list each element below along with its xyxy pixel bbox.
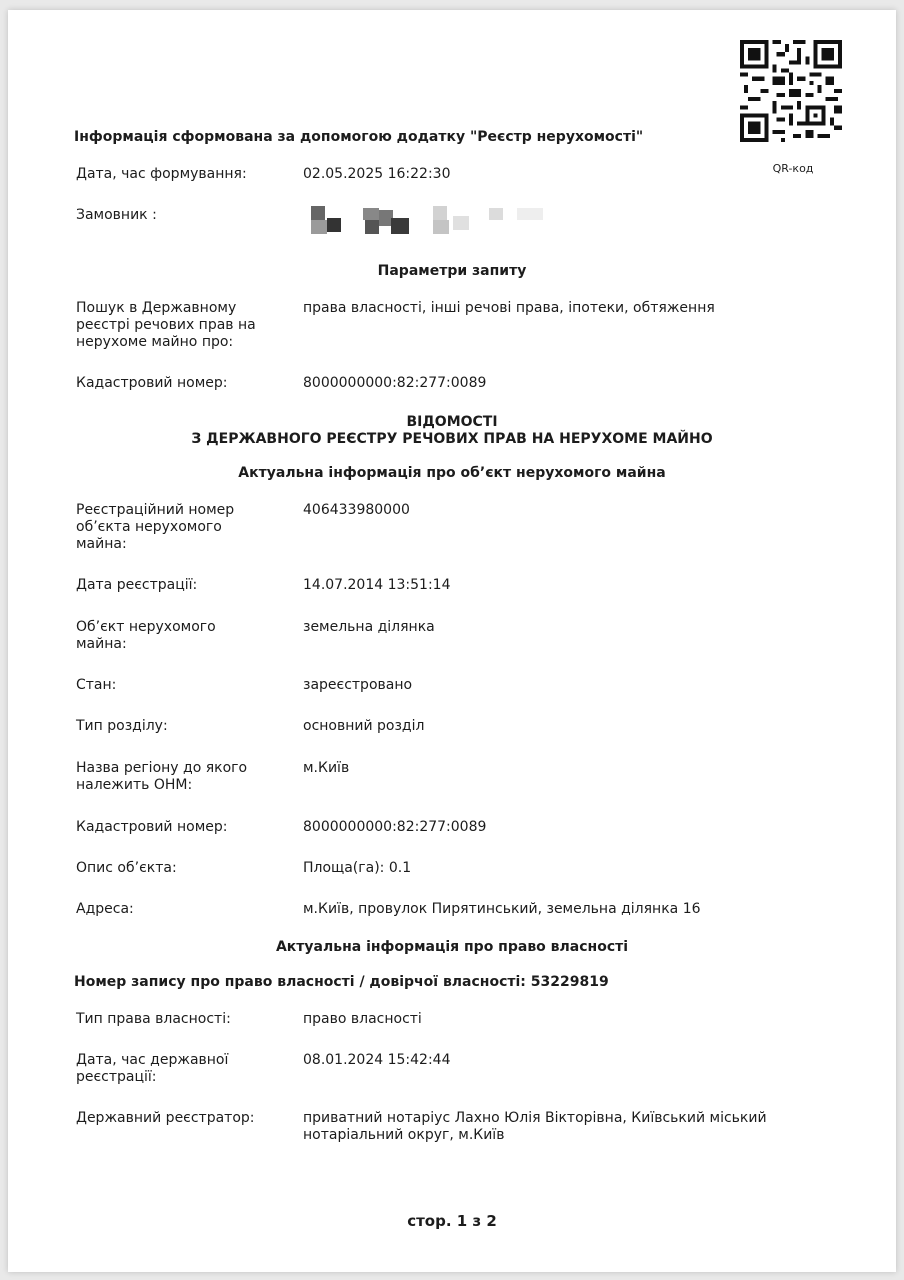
object-row-label: Назва регіону до якого належить ОНМ: bbox=[76, 760, 248, 793]
object-row-value: основний розділ bbox=[303, 718, 425, 734]
ownership-info-heading: Актуальна інформація про право власності bbox=[275, 939, 629, 955]
object-row-value: 406433980000 bbox=[303, 502, 410, 518]
qr-caption: QR-код bbox=[772, 162, 814, 175]
ownership-row-value: право власності bbox=[303, 1011, 422, 1027]
registry-heading-line1: ВІДОМОСТІ bbox=[406, 414, 498, 430]
ownership-row-label: Державний реєстратор: bbox=[76, 1110, 255, 1126]
object-row-label: Стан: bbox=[76, 677, 117, 693]
qr-code-icon bbox=[740, 40, 842, 142]
query-cadastral-value: 8000000000:82:277:0089 bbox=[303, 375, 487, 391]
search-scope-value: права власності, інші речові права, іпотеки, обтяження bbox=[303, 300, 715, 316]
object-row-value: зареєстровано bbox=[303, 677, 413, 693]
document-page bbox=[8, 10, 896, 1272]
object-row-value: м.Київ bbox=[303, 760, 350, 776]
document-source-title: Інформація сформована за допомогою додатку "Реєстр нерухомості" bbox=[74, 129, 644, 145]
generation-date-value: 02.05.2025 16:22:30 bbox=[303, 166, 451, 182]
ownership-row-value: 08.01.2024 15:42:44 bbox=[303, 1052, 451, 1068]
object-info-heading: Актуальна інформація про об’єкт нерухомого майна bbox=[238, 465, 666, 481]
ownership-row-value: приватний нотаріус Лахно Юлія Вікторівна, Київський міський нотаріальний округ, м.Київ bbox=[303, 1110, 767, 1143]
object-row-label: Дата реєстрації: bbox=[76, 577, 198, 593]
query-cadastral-label: Кадастровий номер: bbox=[76, 375, 228, 391]
object-row-label: Адреса: bbox=[76, 901, 134, 917]
object-row-value: Площа(га): 0.1 bbox=[303, 860, 412, 876]
page-number: стор. 1 з 2 bbox=[407, 1212, 497, 1230]
query-parameters-heading: Параметри запиту bbox=[377, 263, 527, 279]
object-row-value: 14.07.2014 13:51:14 bbox=[303, 577, 451, 593]
search-scope-label: Пошук в Державному реєстрі речових прав на нерухоме майно про: bbox=[76, 300, 256, 350]
object-row-label: Опис об’єкта: bbox=[76, 860, 177, 876]
ownership-row-label: Тип права власності: bbox=[76, 1011, 231, 1027]
object-row-value: земельна ділянка bbox=[303, 619, 435, 635]
ownership-row-label: Дата, час державної реєстрації: bbox=[76, 1052, 229, 1085]
object-row-label: Реєстраційний номер об’єкта нерухомого майна: bbox=[76, 502, 235, 552]
customer-label: Замовник : bbox=[76, 207, 157, 223]
redacted-customer-name bbox=[303, 206, 563, 242]
object-row-value: м.Київ, провулок Пирятинський, земельна ділянка 16 bbox=[303, 901, 701, 917]
object-row-label: Об’єкт нерухомого майна: bbox=[76, 619, 216, 652]
generation-date-label: Дата, час формування: bbox=[76, 166, 247, 182]
ownership-record-number: Номер запису про право власності / довірчої власності: 53229819 bbox=[74, 974, 609, 990]
object-row-label: Кадастровий номер: bbox=[76, 819, 228, 835]
registry-heading-line2: З ДЕРЖАВНОГО РЕЄСТРУ РЕЧОВИХ ПРАВ НА НЕРУХОМЕ МАЙНО bbox=[191, 431, 713, 447]
object-row-label: Тип розділу: bbox=[76, 718, 168, 734]
object-row-value: 8000000000:82:277:0089 bbox=[303, 819, 487, 835]
